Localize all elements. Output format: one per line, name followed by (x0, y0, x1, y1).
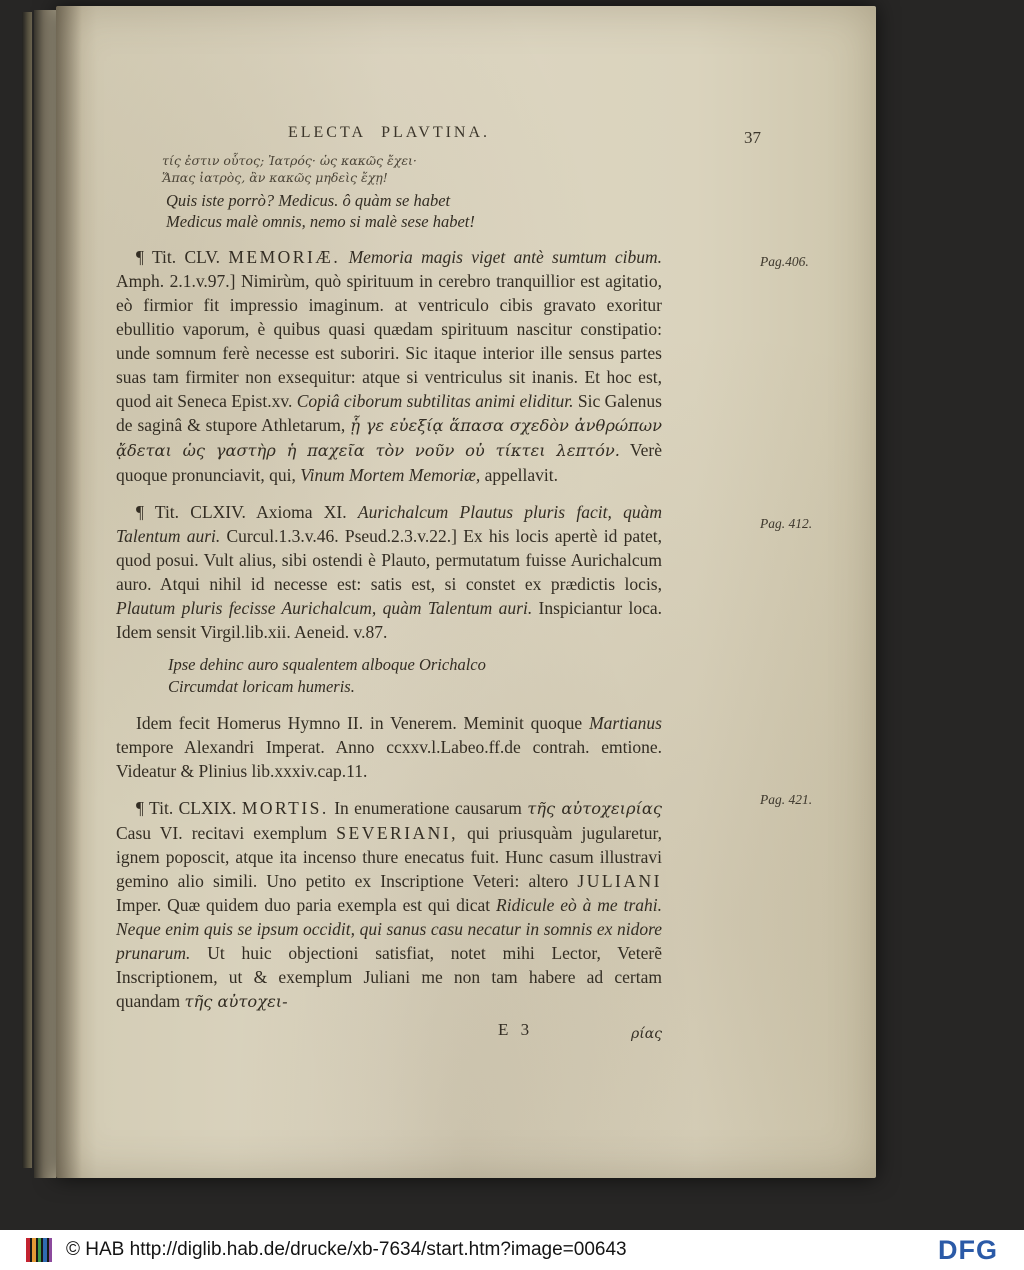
verse-line: Circumdat loricam humeris. (168, 677, 355, 696)
paragraph-mortis: ¶ Tit. CLXIX. MORTIS. In enumeratione causarum τῆς αὐτοχειρίας Casu VI. recitavi exemplum SEVERIANI, qui priusquàm jugularetur, ignem poposcit, atque ita incenso thure enecatus fuit. Hunc casum illustravi gemino alio simili. Uno petito ex Inscriptione Veteri: altero JULIANI Imper. Quæ quidem duo paria exempla est qui dicat Ridicule eò à me trahi. Neque enim quis se ipsum occidit, qui sanus casu necatur in somnis ex nidore prunarum. Ut huic objectioni satisfiat, notet mihi Lector, Veterẽ Inscriptionem, ut & exemplum Juliani me non tam habere ad certam quandam τῆς αὐτοχει- (116, 798, 662, 1011)
margin-note-pag421: Pag. 421. (760, 792, 813, 807)
book-edge-pages (22, 8, 56, 1176)
latin-epigram (166, 190, 662, 232)
paragraph-aurichalcum: ¶ Tit. CLXIV. Axioma XI. Aurichalcum Plautus pluris facit, quàm Talentum auri. Curcul.1.3.v.46. Pseud.2.3.v.22.] Ex his locis apertè id patet, quod posui. Vult alius, sibi ostendi è Plauto, permutatum fuisse Aurichalcum auro. Atqui nihil id necesse est: satis est, si constet ex prædictis locis, Plautum pluris fecisse Aurichalcum, quàm Talentum auri. Inspiciantur loca. Idem sensit Virgil.lib.xii. Aeneid. v.87. (116, 502, 662, 642)
page-number: 37 (744, 128, 761, 147)
footer-source-url: © HAB http://diglib.hab.de/drucke/xb-7634/start.htm?image=00643 (66, 1239, 627, 1260)
paragraph-homerus: Idem fecit Homerus Hymno II. in Venerem. Meminit quoque Martianus tempore Alexandri Imperat. Anno ccxxv.l.Labeo.ff.de contrah. emtione. Videatur & Plinius lib.xxxiv.cap.11. (116, 713, 662, 781)
margin-note-pag406: Pag.406. (760, 254, 809, 269)
book-edge-strip (22, 12, 32, 1168)
greek-epigram (162, 152, 662, 186)
verse-line: Ipse dehinc auro squalentem alboque Orichalco (168, 655, 486, 674)
dfg-logo: DFG (938, 1234, 998, 1265)
color-calibration-icon (26, 1238, 52, 1262)
epigram-line: τίς ἐστιν οὗτος; Ἰατρός· ὡς κακῶς ἔχει· (162, 153, 417, 168)
signature-mark: E 3 (498, 1020, 534, 1039)
epigram-line: Ἅπας ἰατρὸς, ἂν κακῶς μηδεὶς ἔχῃ! (162, 170, 388, 185)
epigram-line: Quis iste porrò? Medicus. ô quàm se habet (166, 191, 451, 210)
verse-couplet (168, 654, 662, 698)
epigram-line: Medicus malè omnis, nemo si malè sese habet! (166, 212, 475, 231)
paragraph-memoriae: ¶ Tit. CLV. MEMORIÆ. Memoria magis viget antè sumtum cibum. Amph. 2.1.v.97.] Nimirùm, quò spirituum in cerebro tranquillior est agitatio, eò firmior fit impressio imaginum. at ventriculo cibis gravato exoritur ebullitio vaporum, è quibus quasi quædam spirituum nascitur constipatio: unde somnum ferè necesse est suboriri. Sic itaque interior ille sensus partes suas tam firmiter non exsequitur: atque si ventriculus sit inanis. Et hoc est, quod ait Seneca Epist.xv. Copiâ ciborum subtilitas animi eliditur. Sic Galenus de saginâ & stupore Athletarum, ᾗ γε εὐεξίᾳ ἅπασα σχεδὸν ἀνθρώπων ᾄδεται ὡς γαστὴρ ἡ παχεῖα τὸν νοῦν οὐ τίκτει λεπτόν. Verè quoque pronunciavit, qui, Vinum Mortem Memoriæ, appellavit. (116, 247, 663, 485)
book-page (56, 6, 876, 1178)
book-edge-strip (34, 10, 56, 1178)
signature-row (116, 1018, 662, 1052)
margin-note-pag412: Pag. 412. (760, 516, 813, 531)
catchword: ρίας (630, 1026, 662, 1042)
text-block (116, 124, 662, 1052)
page-gutter-shadow (56, 6, 82, 1178)
footer-bar (0, 1230, 1024, 1270)
running-header: ELECTA PLAVTINA. (287, 124, 491, 141)
